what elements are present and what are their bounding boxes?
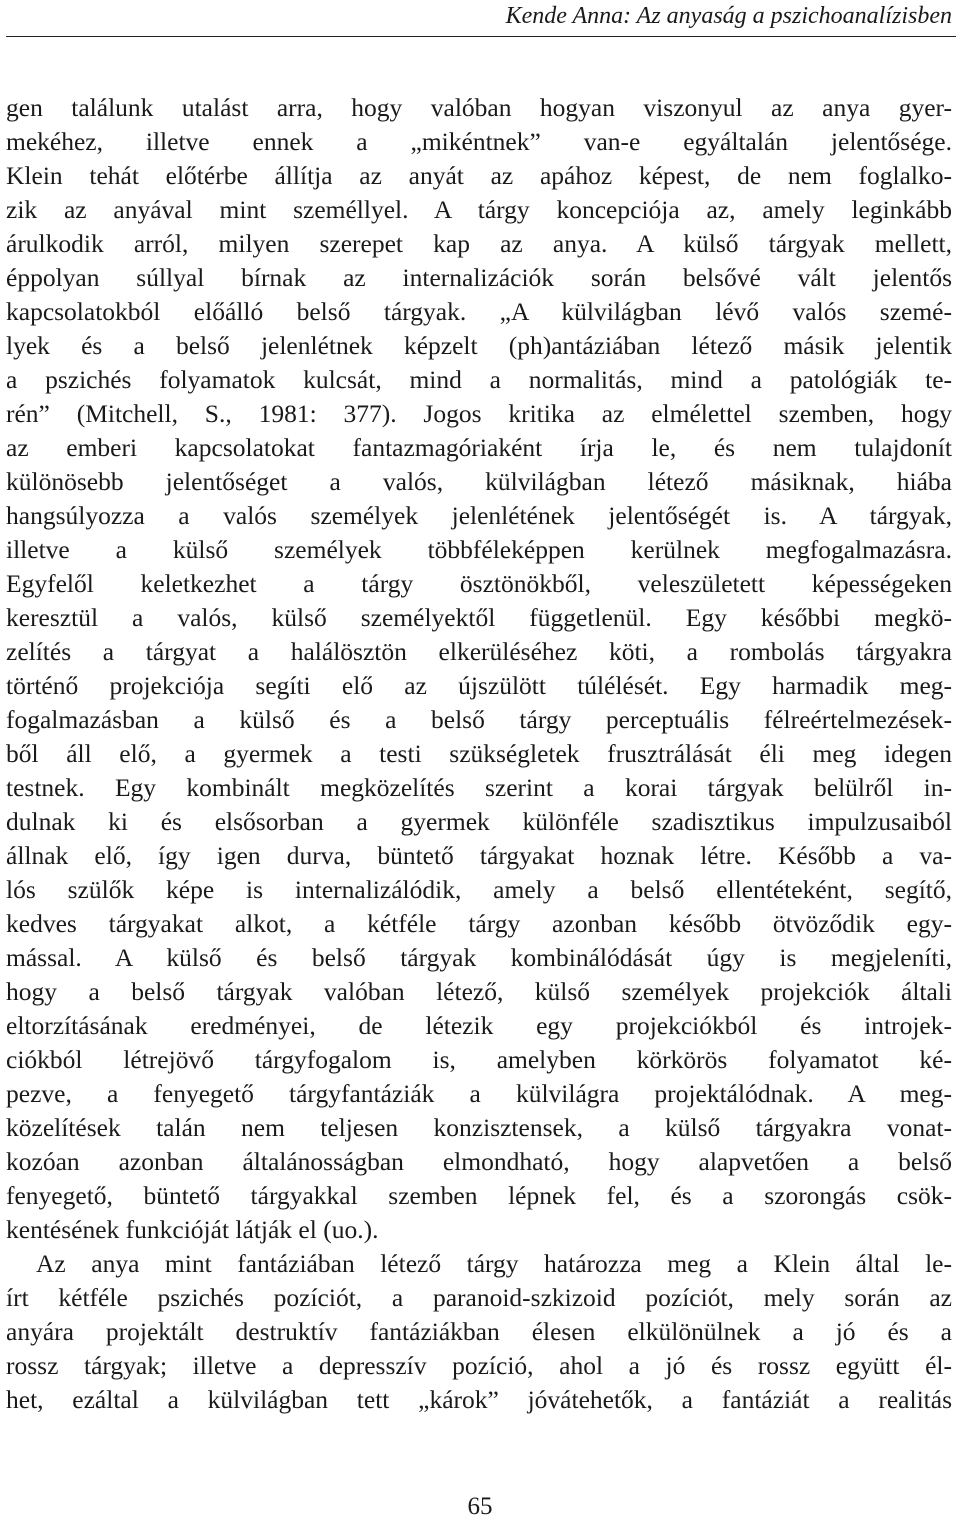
- text-line: történő projekciója segíti elő az újszülött túlélését. Egy harmadik meg-: [6, 671, 952, 700]
- text-line: fogalmazásban a külső és a belső tárgy perceptuális félreértelmezések-: [6, 705, 952, 734]
- text-line: eltorzításának eredményei, de létezik egy projekciókból és introjek-: [6, 1011, 952, 1040]
- text-line: keresztül a valós, külső személyektől függetlenül. Egy későbbi megkö-: [6, 603, 952, 632]
- text-line: állnak elő, így igen durva, büntető tárgyakat hoznak létre. Később a va-: [6, 841, 952, 870]
- text-line: kapcsolatokból előálló belső tárgyak. „A külvilágban lévő valós szemé-: [6, 297, 952, 326]
- text-line: dulnak ki és elsősorban a gyermek különféle szadisztikus impulzusaiból: [6, 807, 952, 836]
- text-line: illetve a külső személyek többféleképpen kerülnek megfogalmazásra.: [6, 535, 952, 564]
- text-line: kedves tárgyakat alkot, a kétféle tárgy azonban később ötvöződik egy-: [6, 909, 952, 938]
- page-number: 65: [467, 1493, 493, 1520]
- text-line: hogy a belső tárgyak valóban létező, külső személyek projekciók általi: [6, 977, 952, 1006]
- text-line: zik az anyával mint személlyel. A tárgy koncepciója az, amely leginkább: [6, 195, 952, 224]
- running-header: [6, 0, 956, 37]
- text-line: pezve, a fenyegető tárgyfantáziák a külvilágra projektálódnak. A meg-: [6, 1079, 952, 1108]
- text-line: mekéhez, illetve ennek a „mikéntnek” van-e egyáltalán jelentősége.: [6, 127, 952, 156]
- text-line: kozóan azonban általánosságban elmondható, hogy alapvetően a belső: [6, 1147, 952, 1176]
- text-line: testnek. Egy kombinált megközelítés szerint a korai tárgyak belülről in-: [6, 773, 952, 802]
- text-line: rén” (Mitchell, S., 1981: 377). Jogos kritika az elmélettel szemben, hogy: [6, 399, 952, 428]
- text-line: Egyfelől keletkezhet a tárgy ösztönökből, veleszületett képességeken: [6, 569, 952, 598]
- text-line: a pszichés folyamatok kulcsát, mind a normalitás, mind a patológiák te-: [6, 365, 952, 394]
- text-line: anyára projektált destruktív fantáziákban élesen elkülönülnek a jó és a: [6, 1317, 952, 1346]
- text-line: árulkodik arról, milyen szerepet kap az anya. A külső tárgyak mellett,: [6, 229, 952, 258]
- text-line: fenyegető, büntető tárgyakkal szemben lépnek fel, és a szorongás csök-: [6, 1181, 952, 1210]
- text-line: het, ezáltal a külvilágban tett „károk” jóvátehetők, a fantáziát a realitás: [6, 1385, 952, 1414]
- paragraph-start-line: Az anya mint fantáziában létező tárgy határozza meg a Klein által le-: [36, 1249, 952, 1278]
- running-title: Kende Anna: Az anyaság a pszichoanalízisben: [505, 3, 952, 29]
- paragraph-end-line: kentésének funkcióját látják el (uo.).: [6, 1215, 379, 1244]
- text-line: az emberi kapcsolatokat fantazmagóriaként írja le, és nem tulajdonít: [6, 433, 952, 462]
- text-line: Klein tehát előtérbe állítja az anyát az apához képest, de nem foglalko-: [6, 161, 952, 190]
- text-line: gen találunk utalást arra, hogy valóban hogyan viszonyul az anya gyer-: [6, 93, 952, 122]
- text-line: éppolyan súllyal bírnak az internalizációk során belsővé vált jelentős: [6, 263, 952, 292]
- text-line: zelítés a tárgyat a halálösztön elkerüléséhez köti, a rombolás tárgyakra: [6, 637, 952, 666]
- text-line: ből áll elő, a gyermek a testi szükségletek frusztrálását éli meg idegen: [6, 739, 952, 768]
- text-line: rossz tárgyak; illetve a depresszív pozíció, ahol a jó és rossz együtt él-: [6, 1351, 952, 1380]
- text-line: mással. A külső és belső tárgyak kombinálódását úgy is megjeleníti,: [6, 943, 952, 972]
- text-line: írt kétféle pszichés pozíciót, a paranoid-szkizoid pozíciót, mely során az: [6, 1283, 952, 1312]
- text-line: lós szülők képe is internalizálódik, amely a belső ellentéteként, segítő,: [6, 875, 952, 904]
- text-line: különösebb jelentőséget a valós, külvilágban létező másiknak, hiába: [6, 467, 952, 496]
- text-line: közelítések talán nem teljesen konzisztensek, a külső tárgyakra vonat-: [6, 1113, 952, 1142]
- body-text: [6, 91, 952, 1417]
- text-line: lyek és a belső jelenlétnek képzelt (ph)antáziában létező másik jelentik: [6, 331, 952, 360]
- text-line: hangsúlyozza a valós személyek jelenlétének jelentőségét is. A tárgyak,: [6, 501, 952, 530]
- text-line: ciókból létrejövő tárgyfogalom is, amelyben körkörös folyamatot ké-: [6, 1045, 952, 1074]
